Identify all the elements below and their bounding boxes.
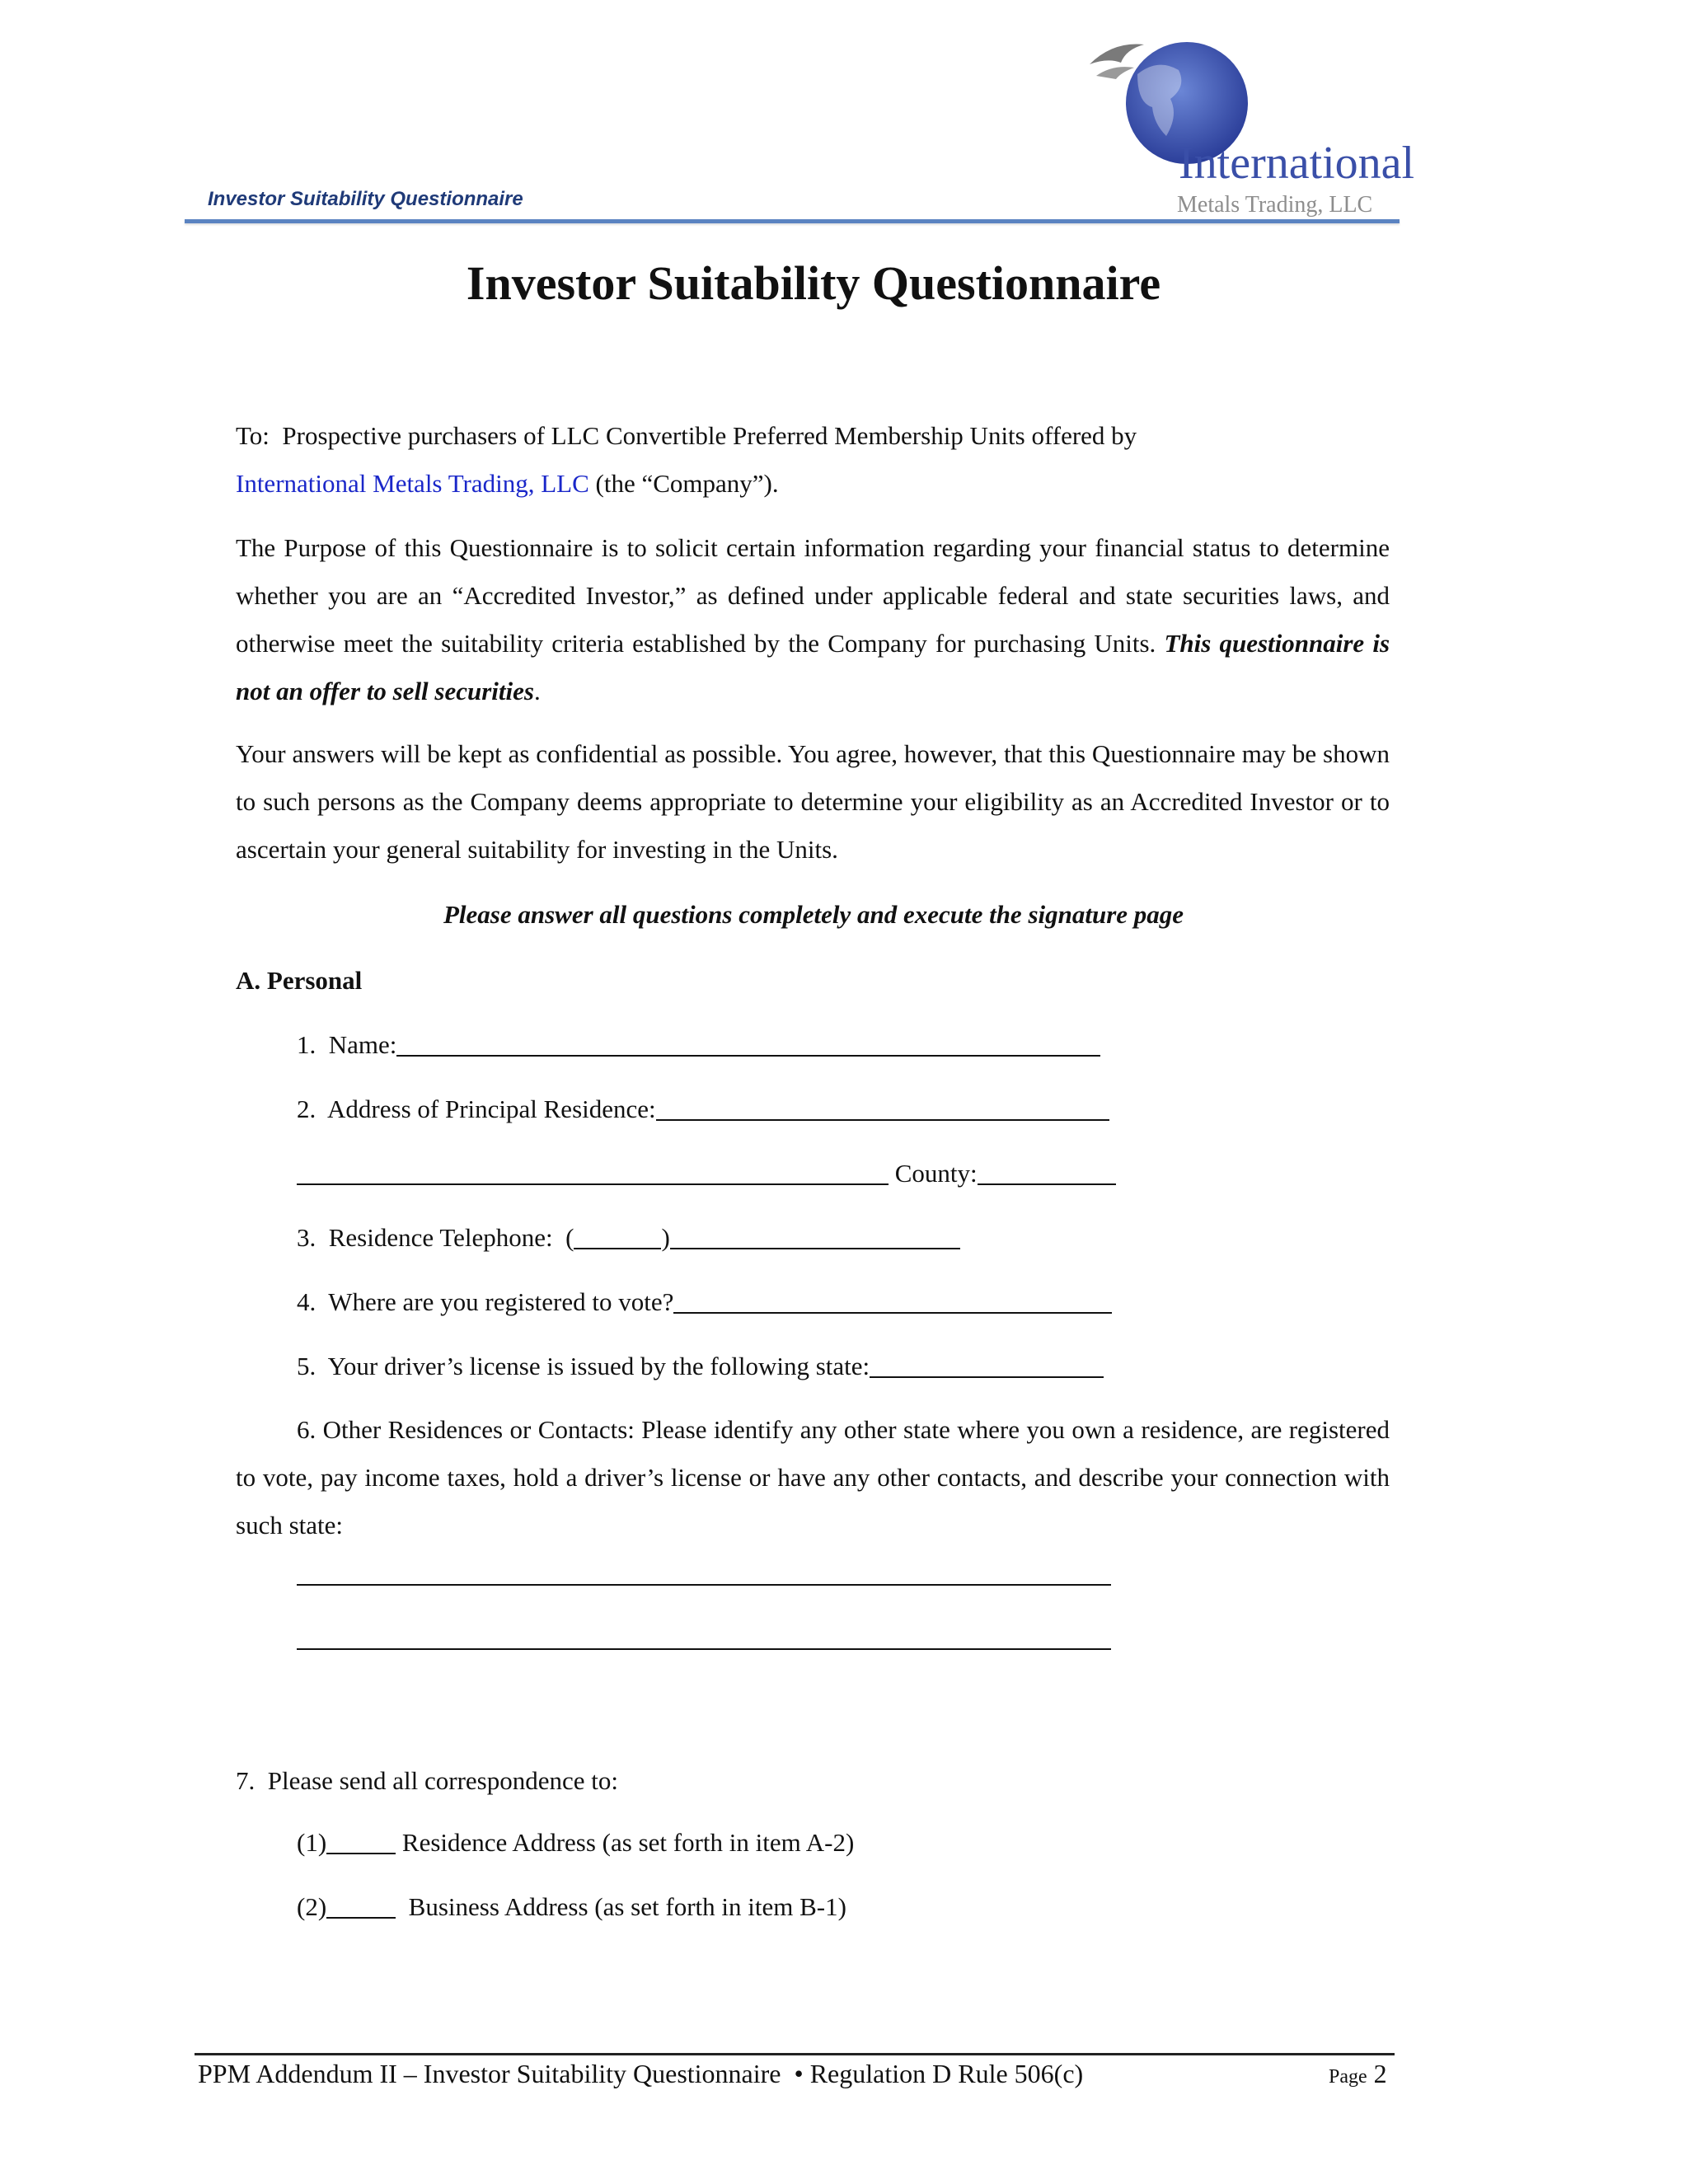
- logo-subtitle: Metals Trading, LLC: [1177, 192, 1373, 218]
- other-residences-paragraph: 6. Other Residences or Contacts: Please identify any other state where you own a residence, are registered to vote, pay income taxes, hold a driver’s license or have any other contacts, and describe your connection with such state:: [236, 1415, 1390, 1540]
- footer-text: PPM Addendum II – Investor Suitability Questionnaire • Regulation D Rule 506(c): [198, 2059, 1084, 2088]
- other-residences-blank-1[interactable]: [297, 1584, 1111, 1586]
- to-label: To:: [236, 421, 270, 450]
- option2-number: (2): [297, 1892, 327, 1921]
- name-label: 1. Name:: [297, 1030, 397, 1059]
- address-line2-blank[interactable]: [297, 1159, 889, 1185]
- footer-divider: [195, 2053, 1395, 2055]
- name-blank[interactable]: [396, 1030, 1100, 1057]
- telephone-label: 3. Residence Telephone: (: [297, 1223, 574, 1252]
- confidential-paragraph: Your answers will be kept as confidential as possible. You agree, however, that this Questionnaire may be shown to such persons as the Company deems appropriate to determine your eligibility as an Accredited Investor or to ascertain your general suitability for investing in the Units.: [236, 739, 1390, 864]
- page-label: Page: [1329, 2066, 1367, 2088]
- correspondence-heading: 7. Please send all correspondence to:: [236, 1766, 618, 1795]
- telephone-blank[interactable]: [670, 1223, 960, 1249]
- address-blank[interactable]: [656, 1094, 1109, 1121]
- county-field-row: [297, 1159, 1116, 1188]
- telephone-field-row: [297, 1223, 960, 1253]
- license-blank[interactable]: [870, 1352, 1104, 1378]
- area-code-blank[interactable]: [574, 1223, 661, 1249]
- header-divider: [185, 219, 1400, 223]
- document-title: Investor Suitability Questionnaire: [466, 256, 1161, 310]
- telephone-close: ): [661, 1223, 670, 1252]
- option1-number: (1): [297, 1828, 327, 1857]
- logo-wordmark: International: [1179, 138, 1415, 189]
- license-label: 5. Your driver’s license is issued by the following state:: [297, 1352, 870, 1380]
- vote-label: 4. Where are you registered to vote?: [297, 1287, 674, 1316]
- correspondence-option-2: [297, 1892, 846, 1922]
- company-line: [236, 460, 779, 508]
- to-line: [236, 412, 1137, 460]
- to-text: Prospective purchasers of LLC Convertible Preferred Membership Units offered by: [282, 421, 1137, 450]
- company-logo: [1088, 25, 1415, 218]
- option1-checkbox-blank[interactable]: [326, 1828, 396, 1854]
- option1-label: Residence Address (as set forth in item A-2): [401, 1828, 855, 1857]
- section-a-heading: A. Personal: [236, 966, 363, 995]
- company-link[interactable]: International Metals Trading, LLC: [236, 469, 589, 498]
- page-number: 2: [1373, 2059, 1387, 2088]
- correspondence-option-1: [297, 1828, 854, 1858]
- purpose-emphasis: This questionnaire is not an offer to sell securities: [236, 629, 1390, 705]
- instruction-note: Please answer all questions completely and execute the signature page: [443, 900, 1184, 929]
- address-field-row: [297, 1094, 1109, 1124]
- address-label: 2. Address of Principal Residence:: [297, 1094, 656, 1123]
- county-label: County:: [894, 1159, 978, 1188]
- option2-label: Business Address (as set forth in item B-1): [408, 1892, 846, 1921]
- purpose-paragraph: The Purpose of this Questionnaire is to solicit certain information regarding your financial status to determine whether you are an “Accredited Investor,” as defined under applicable federal and state securities laws, and otherwise meet the suitability criteria established by the Company for purchasing Units. This questionnaire is not an offer to sell securities.: [236, 533, 1390, 705]
- vote-blank[interactable]: [673, 1287, 1112, 1314]
- license-field-row: [297, 1352, 1104, 1381]
- page-indicator: [1329, 2059, 1387, 2089]
- vote-field-row: [297, 1287, 1112, 1317]
- county-blank[interactable]: [978, 1159, 1116, 1185]
- name-field-row: [297, 1030, 1100, 1060]
- purpose-text: The Purpose of this Questionnaire is to solicit certain information regarding your financial status to determine whether you are an “Accredited Investor,” as defined under applicable federal and state securities laws, and otherwise meet the suitability criteria established by the Company for purchasing Units.: [236, 533, 1390, 658]
- running-header-title: Investor Suitability Questionnaire: [208, 188, 523, 210]
- company-suffix: (the “Company”).: [588, 469, 779, 498]
- other-residences-blank-2[interactable]: [297, 1648, 1111, 1650]
- option2-checkbox-blank[interactable]: [326, 1892, 396, 1919]
